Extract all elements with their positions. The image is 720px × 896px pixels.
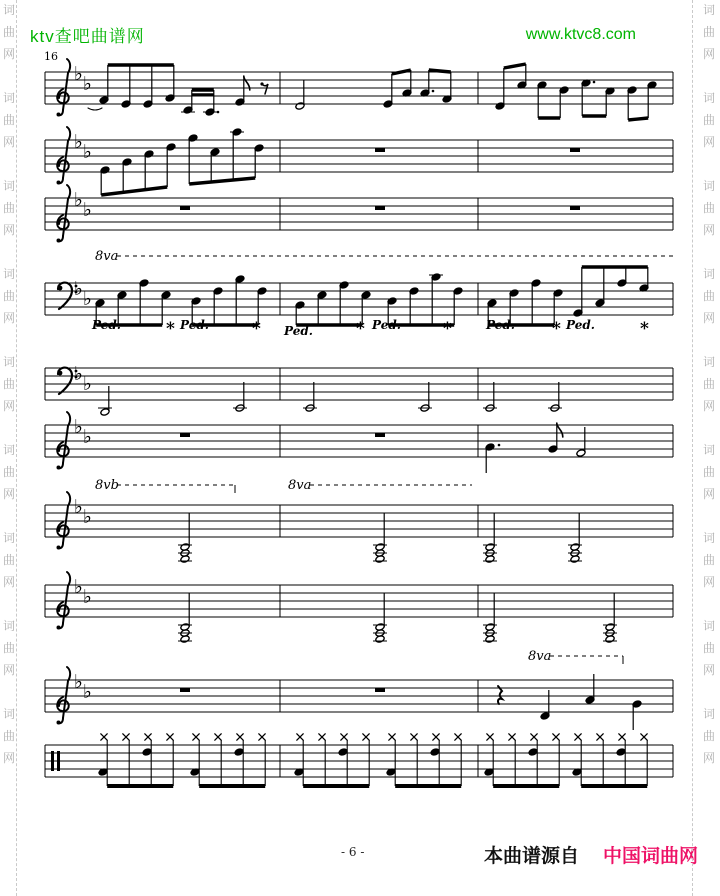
watermark-char: 网 [702, 751, 715, 765]
beam [189, 178, 255, 184]
watermark-char: 曲 [3, 377, 16, 391]
watermark-char: 曲 [702, 465, 715, 479]
watermark-char: 曲 [702, 729, 715, 743]
staff-system-6 [45, 412, 673, 473]
whole-rest [180, 689, 190, 693]
pedal-mark: Ped. [180, 318, 209, 332]
watermark-char: 曲 [702, 289, 715, 303]
page-number: - 6 - [341, 845, 365, 859]
hihat-x-notehead [411, 734, 417, 740]
notehead [234, 748, 244, 756]
flat-sign-icon: ♭ [74, 63, 83, 85]
watermark-char: 网 [702, 47, 715, 61]
flat-sign-icon: ♭ [74, 131, 83, 153]
watermark-char: 词 [3, 3, 16, 17]
hihat-x-notehead [531, 734, 537, 740]
watermark-char: 曲 [702, 553, 715, 567]
watermark-char: 曲 [3, 641, 16, 655]
whole-rest [570, 207, 580, 211]
watermark-char: 曲 [702, 113, 715, 127]
flat-sign-icon: ♭ [83, 426, 92, 448]
watermark-char: 词 [702, 355, 715, 369]
beam [628, 118, 648, 120]
watermark-char: 曲 [702, 377, 715, 391]
watermark-char: 词 [3, 267, 16, 281]
flat-sign-icon: ♭ [74, 671, 83, 693]
notehead [616, 748, 626, 756]
flat-sign-icon: ♭ [83, 373, 92, 395]
staff-system-4 [45, 249, 673, 339]
ottava-label: 8va [288, 478, 312, 493]
whole-rest [375, 689, 385, 693]
hihat-x-notehead [553, 734, 559, 740]
watermark-char: 网 [3, 47, 16, 61]
whole-rest [570, 149, 580, 153]
hihat-x-notehead [237, 734, 243, 740]
watermark-char: 词 [3, 707, 16, 721]
watermark-char: 曲 [3, 25, 16, 39]
watermark-char: 词 [702, 267, 715, 281]
flat-sign-icon: ♭ [74, 416, 83, 438]
hihat-x-notehead [389, 734, 395, 740]
hihat-x-notehead [641, 734, 647, 740]
pedal-release-star: * [356, 319, 365, 339]
pedal-release-star: * [443, 319, 452, 339]
staff-system-2 [45, 127, 673, 195]
watermark-char: 词 [3, 531, 16, 545]
pedal-release-star: * [252, 319, 261, 339]
flat-sign-icon: ♭ [83, 681, 92, 703]
notehead [142, 748, 152, 756]
ottava-label: 8va [528, 649, 552, 664]
notehead [528, 748, 538, 756]
flat-sign-icon: ♭ [74, 189, 83, 211]
whole-rest [375, 434, 385, 438]
hihat-x-notehead [619, 734, 625, 740]
quarter-rest [498, 686, 502, 704]
notehead [430, 748, 440, 756]
hihat-x-notehead [363, 734, 369, 740]
percussion-clef-icon [57, 751, 60, 771]
flat-sign-icon: ♭ [83, 586, 92, 608]
watermark-char: 词 [3, 619, 16, 633]
augmentation-dot [432, 90, 435, 93]
ottava-label: 8vb [95, 478, 119, 493]
watermark-char: 网 [702, 663, 715, 677]
watermark-char: 曲 [3, 553, 16, 567]
watermark-char: 词 [702, 443, 715, 457]
watermark-char: 曲 [3, 729, 16, 743]
hihat-x-notehead [259, 734, 265, 740]
flat-sign-icon: ♭ [74, 496, 83, 518]
hihat-x-notehead [215, 734, 221, 740]
staff-system-3 [45, 185, 673, 243]
watermark-char: 曲 [3, 201, 16, 215]
hihat-x-notehead [319, 734, 325, 740]
flat-sign-icon: ♭ [83, 506, 92, 528]
eighth-rest [263, 84, 268, 94]
watermark-char: 词 [3, 443, 16, 457]
staff-system-7 [45, 478, 673, 563]
watermark-char: 词 [3, 91, 16, 105]
pedal-release-star: * [166, 319, 175, 339]
pedal-mark: Ped. [372, 318, 401, 332]
pedal-release-star: * [552, 319, 561, 339]
watermark-char: 网 [3, 135, 16, 149]
watermark-char: 网 [3, 487, 16, 501]
watermark-char: 网 [3, 223, 16, 237]
watermark-char: 网 [3, 575, 16, 589]
treble-clef-icon [57, 239, 61, 243]
flat-sign-icon: ♭ [74, 576, 83, 598]
watermark-char: 网 [3, 751, 16, 765]
augmentation-dot [217, 111, 220, 114]
ottava-label: 8va [95, 249, 119, 264]
whole-rest [375, 149, 385, 153]
percussion-clef-icon [51, 751, 54, 771]
pedal-mark: Ped. [486, 318, 515, 332]
watermark-char: 曲 [3, 289, 16, 303]
watermark-char: 词 [702, 91, 715, 105]
hihat-x-notehead [167, 734, 173, 740]
treble-clef-icon [57, 113, 61, 117]
whole-rest [375, 207, 385, 211]
beam [392, 70, 411, 74]
watermark-char: 词 [3, 179, 16, 193]
site-url-link[interactable]: www.ktvc8.com [525, 26, 636, 43]
watermark-char: 网 [702, 223, 715, 237]
flat-sign-icon: ♭ [83, 73, 92, 95]
beam [504, 64, 526, 68]
watermark-char: 曲 [702, 641, 715, 655]
source-site-link[interactable]: 中国词曲网 [603, 846, 699, 867]
pedal-mark: Ped. [284, 324, 313, 338]
watermark-char: 曲 [3, 465, 16, 479]
flat-sign-icon: ♭ [83, 199, 92, 221]
whole-rest [180, 434, 190, 438]
flat-sign-icon: ♭ [74, 363, 83, 385]
hihat-x-notehead [341, 734, 347, 740]
watermark-char: 曲 [3, 113, 16, 127]
hihat-x-notehead [487, 734, 493, 740]
tie [88, 108, 102, 110]
hihat-x-notehead [145, 734, 151, 740]
hihat-x-notehead [575, 734, 581, 740]
site-name-link[interactable]: ktv查吧曲谱网 [30, 27, 145, 46]
watermark-char: 网 [3, 399, 16, 413]
pedal-release-star: * [640, 319, 649, 339]
flat-sign-icon: ♭ [74, 278, 83, 300]
watermark-char: 词 [3, 355, 16, 369]
treble-clef-icon [57, 721, 61, 725]
watermark-char: 曲 [702, 201, 715, 215]
flat-sign-icon: ♭ [83, 288, 92, 310]
hihat-x-notehead [123, 734, 129, 740]
watermark-char: 网 [702, 311, 715, 325]
watermark-char: 网 [702, 575, 715, 589]
watermark-char: 网 [3, 663, 16, 677]
notehead [338, 748, 348, 756]
beam [101, 187, 167, 195]
staff-system-8 [45, 572, 673, 643]
watermark-char: 网 [3, 311, 16, 325]
measure-number: 16 [44, 50, 58, 63]
treble-clef-icon [57, 626, 61, 630]
source-label: 本曲谱源自 [484, 846, 580, 867]
watermark-char: 网 [702, 399, 715, 413]
watermark-char: 词 [702, 3, 715, 17]
staff-system-5 [45, 363, 673, 416]
flat-sign-icon: ♭ [83, 141, 92, 163]
whole-rest [180, 207, 190, 211]
watermark-char: 曲 [702, 25, 715, 39]
treble-clef-icon [57, 546, 61, 550]
watermark-char: 词 [702, 707, 715, 721]
augmentation-dot [593, 81, 596, 84]
watermark-char: 网 [702, 487, 715, 501]
staff-system-10 [45, 734, 673, 786]
staff-system-9 [45, 649, 673, 730]
treble-clef-icon [57, 181, 61, 185]
pedal-mark: Ped. [92, 318, 121, 332]
watermark-char: 网 [702, 135, 715, 149]
watermark-char: 词 [702, 619, 715, 633]
hihat-x-notehead [433, 734, 439, 740]
pedal-mark: Ped. [566, 318, 595, 332]
treble-clef-icon [57, 466, 61, 470]
hihat-x-notehead [597, 734, 603, 740]
augmentation-dot [498, 444, 501, 447]
hihat-x-notehead [455, 734, 461, 740]
watermark-char: 词 [702, 531, 715, 545]
hihat-x-notehead [101, 734, 107, 740]
hihat-x-notehead [193, 734, 199, 740]
beam [429, 70, 451, 72]
staff-system-1 [44, 50, 673, 120]
hihat-x-notehead [297, 734, 303, 740]
hihat-x-notehead [509, 734, 515, 740]
watermark-char: 词 [702, 179, 715, 193]
